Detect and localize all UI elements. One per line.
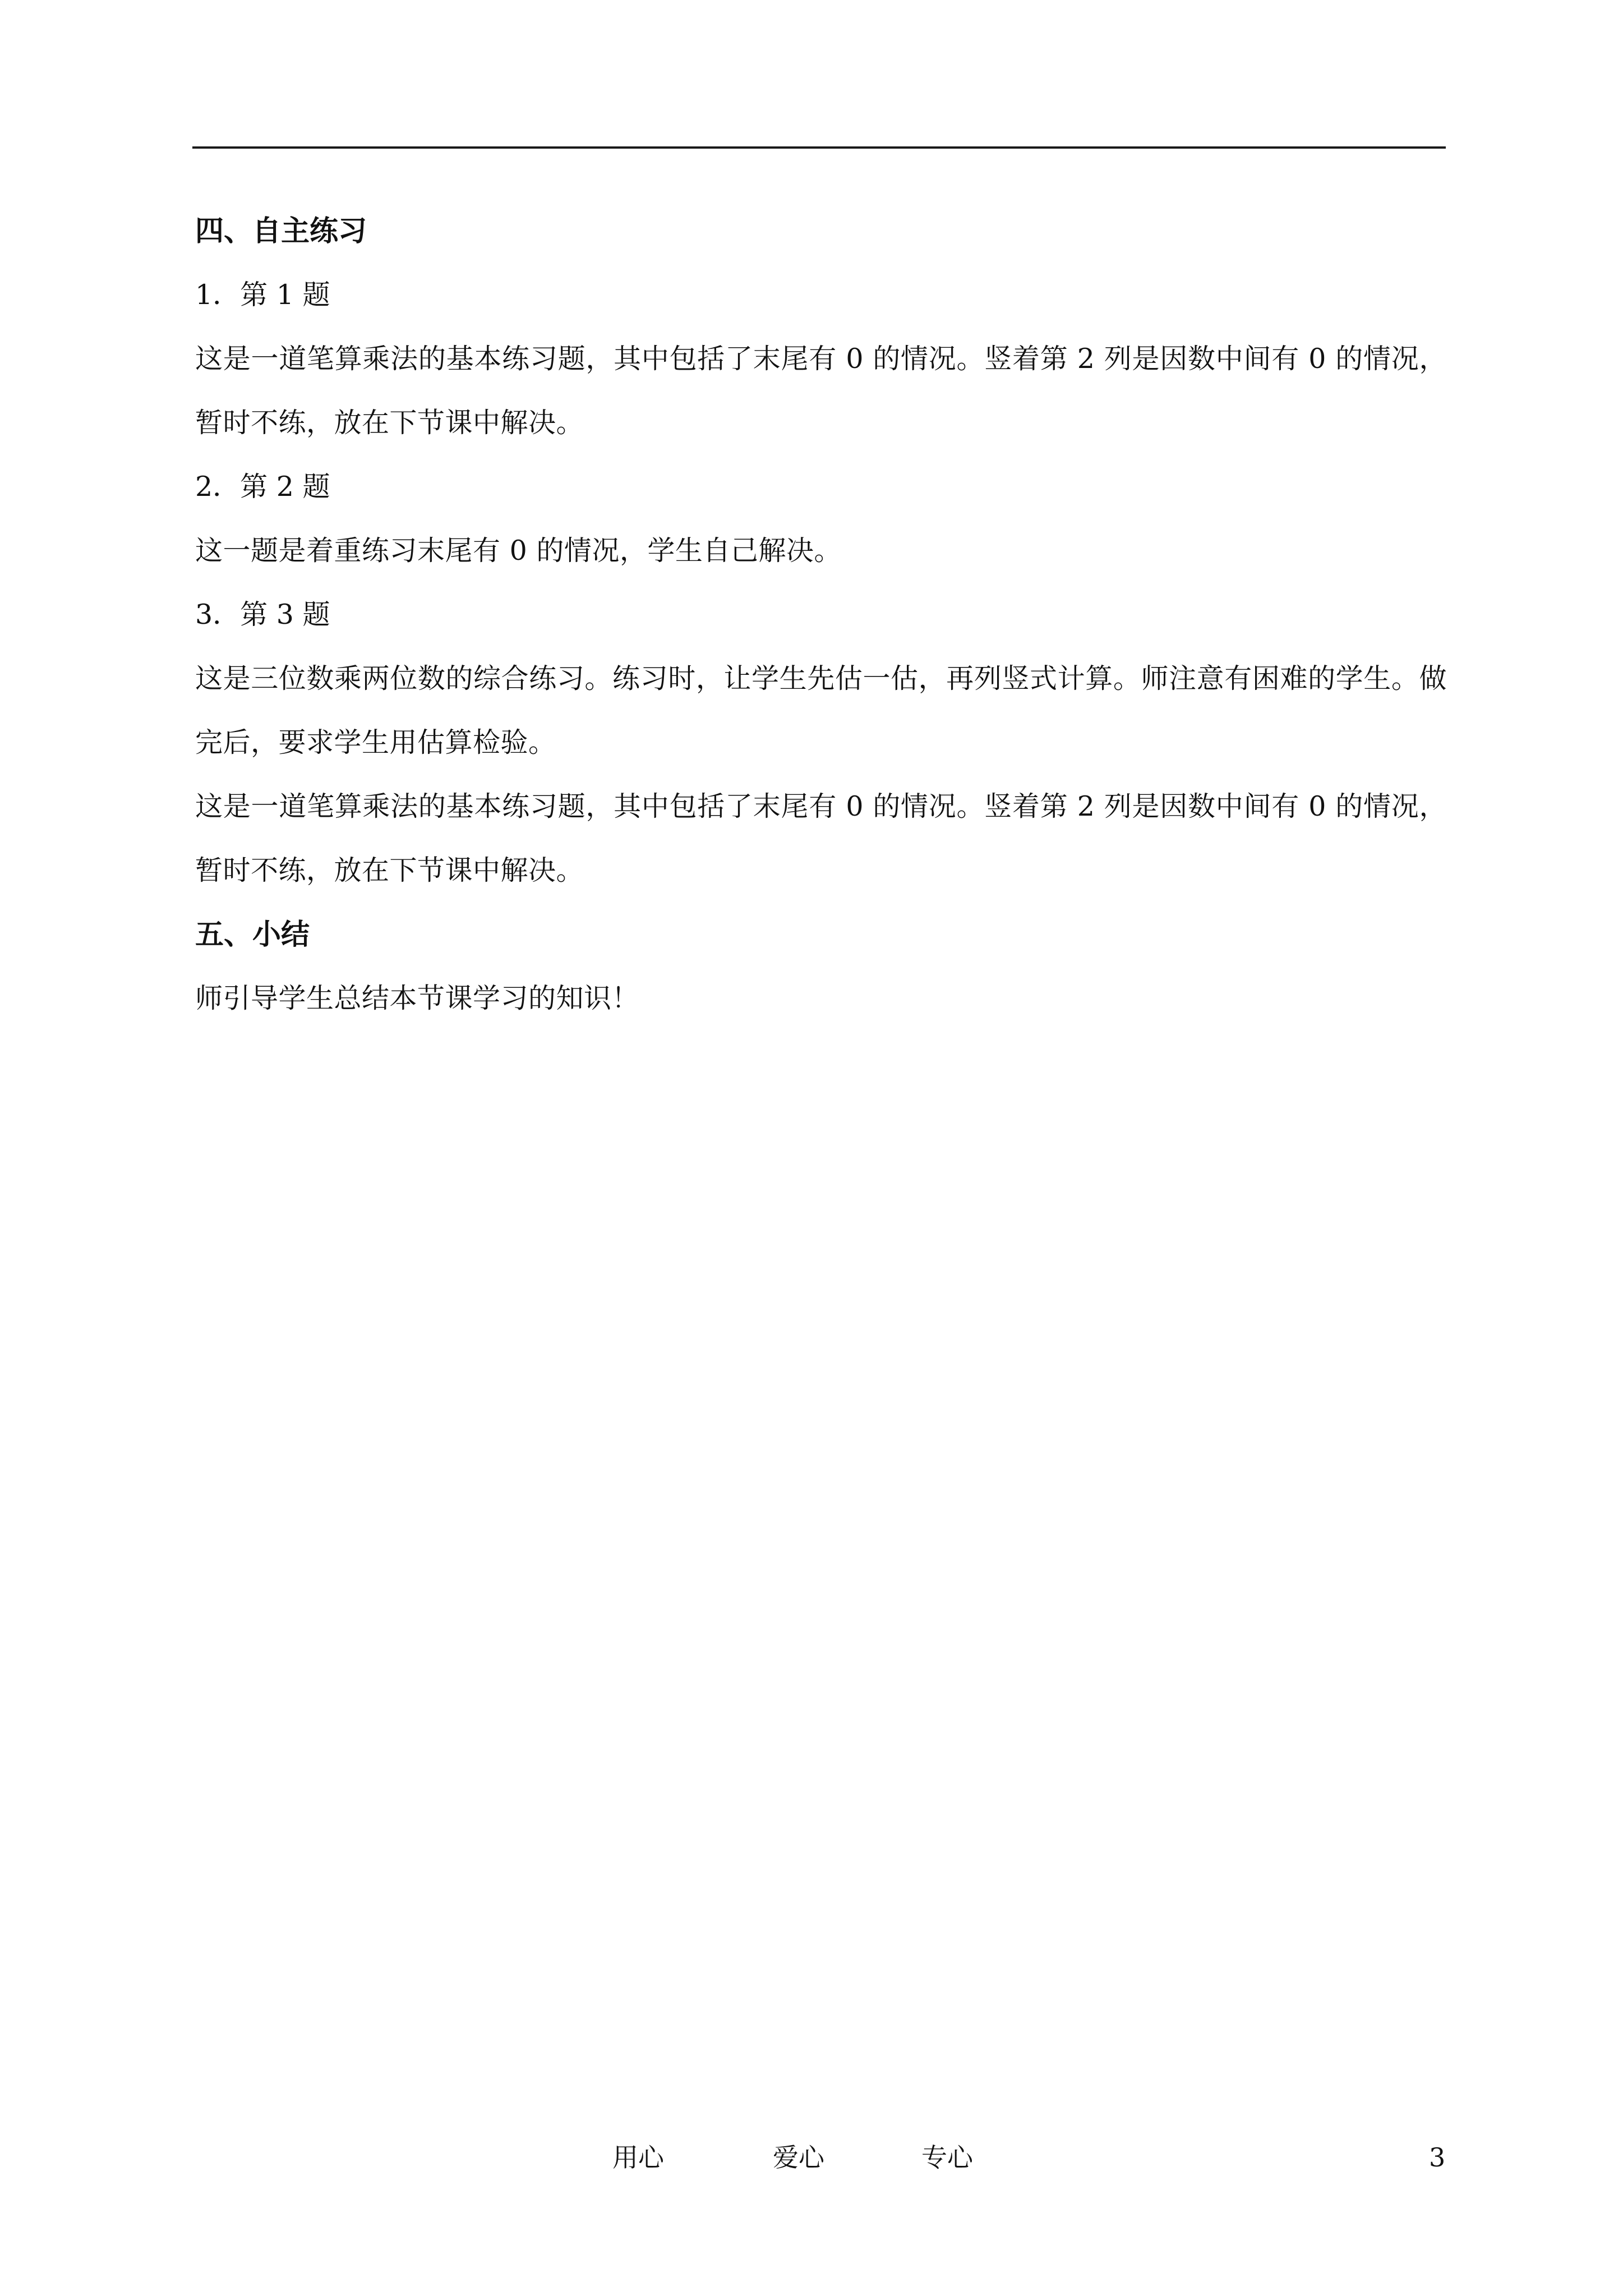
footer-word-focused: 专心 xyxy=(921,2142,973,2173)
exercise-3-paragraph-repeat: 这是一道笔算乘法的基本练习题，其中包括了末尾有 0 的情况。竖着第 2 列是因数中间有 0 的情况，暂时不练，放在下节课中解决。 xyxy=(195,790,1447,886)
exercise-label-2: 2．第 2 题 xyxy=(195,471,330,503)
document-body xyxy=(195,199,1447,1030)
exercise-label-1: 1．第 1 题 xyxy=(195,279,330,311)
header-rule xyxy=(192,146,1446,149)
footer-word-caring: 爱心 xyxy=(773,2142,824,2173)
section-heading-self-practice: 四、自主练习 xyxy=(195,214,367,248)
exercise-2-paragraph: 这一题是着重练习末尾有 0 的情况，学生自己解决。 xyxy=(195,535,842,567)
summary-paragraph: 师引导学生总结本节课学习的知识！ xyxy=(195,982,640,1014)
exercise-3-paragraph: 这是三位数乘两位数的综合练习。练习时，让学生先估一估，再列竖式计算。师注意有困难的学生。做完后，要求学生用估算检验。 xyxy=(195,662,1447,758)
section-heading-summary: 五、小结 xyxy=(195,918,310,951)
page-number: 3 xyxy=(1429,2142,1446,2173)
exercise-1-paragraph: 这是一道笔算乘法的基本练习题，其中包括了末尾有 0 的情况。竖着第 2 列是因数中间有 0 的情况，暂时不练，放在下节课中解决。 xyxy=(195,343,1447,439)
footer-word-attentive: 用心 xyxy=(612,2142,664,2173)
exercise-label-3: 3．第 3 题 xyxy=(195,599,330,631)
